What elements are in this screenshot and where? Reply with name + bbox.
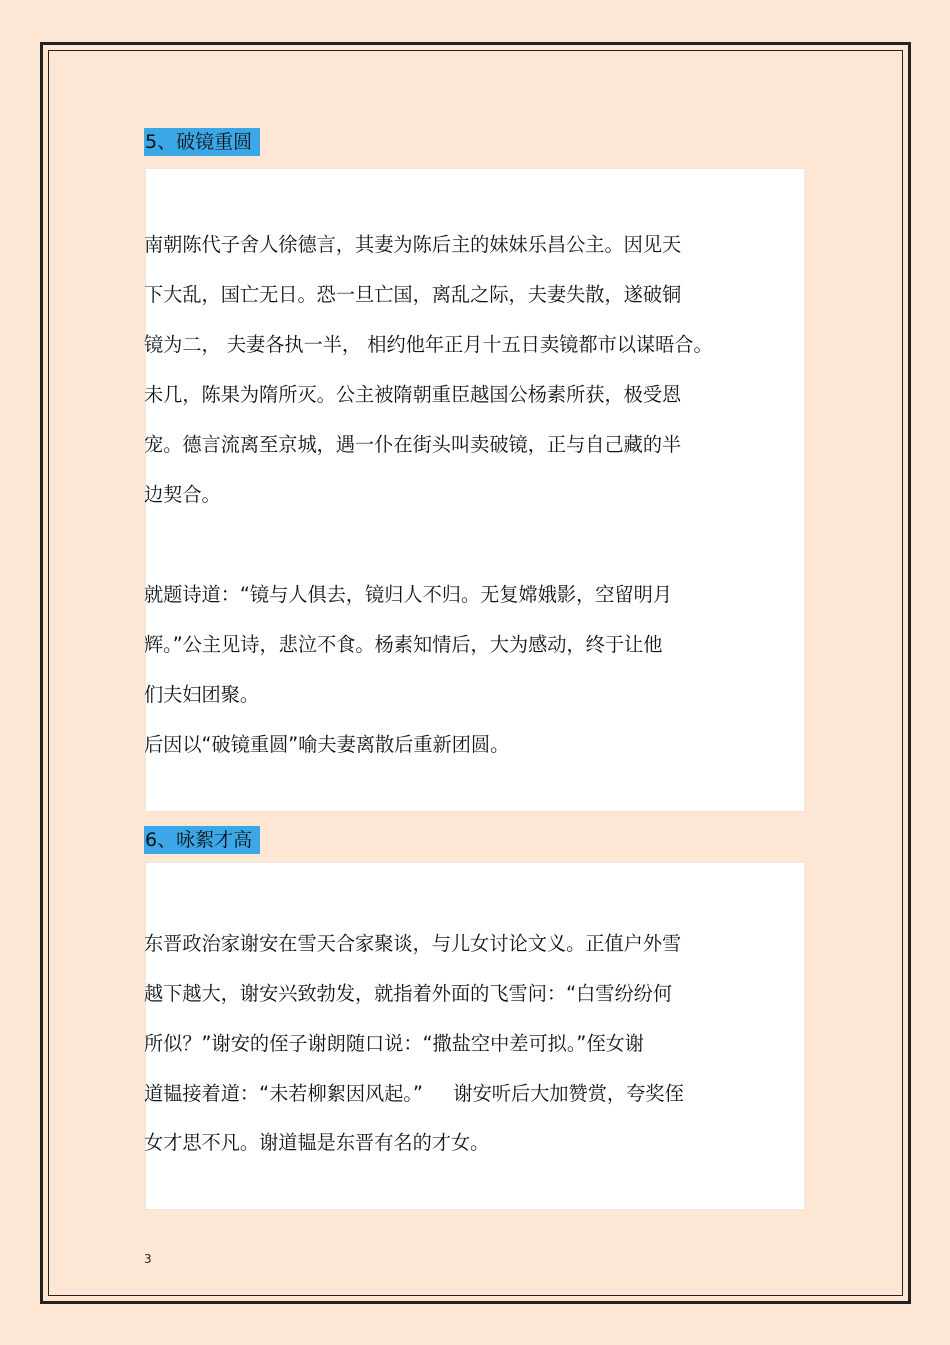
section-6-line: 所似？”谢安的侄子谢朗随口说：“撒盐空中差可拟。”侄女谢 xyxy=(144,1032,644,1055)
section-6-line: 越下越大，谢安兴致勃发，就指着外面的飞雪问：“白雪纷纷何 xyxy=(144,982,673,1005)
section-5-line: 下大乱，国亡无日。恐一旦亡国，离乱之际，夫妻失散，遂破铜 xyxy=(144,283,682,306)
section-5-line: 镜为二， 夫妻各执一半， 相约他年正月十五日卖镜都市以谋晤合。 xyxy=(144,333,713,356)
page-number: 3 xyxy=(144,1252,152,1266)
section-5-line: 就题诗道：“镜与人俱去，镜归人不归。无复嫦娥影，空留明月 xyxy=(144,583,673,606)
section-5-line: 宠。德言流离至京城，遇一仆在街头叫卖破镜，正与自己藏的半 xyxy=(144,433,682,456)
section-5-line: 边契合。 xyxy=(144,483,221,506)
section-5-line: 辉。”公主见诗，悲泣不食。杨素知情后，大为感动，终于让他 xyxy=(144,633,663,656)
section-5-line: 南朝陈代子舍人徐德言，其妻为陈后主的妹妹乐昌公主。因见天 xyxy=(144,233,682,256)
section-5-line: 们夫妇团聚。 xyxy=(144,683,260,706)
section-6-line: 道韫接着道：“未若柳絮因风起。” 谢安听后大加赞赏，夸奖侄 xyxy=(144,1082,684,1105)
section-6-line: 东晋政治家谢安在雪天合家聚谈，与儿女讨论文义。正值户外雪 xyxy=(144,932,682,955)
section-6-line: 女才思不凡。谢道韫是东晋有名的才女。 xyxy=(144,1131,490,1154)
section-5-heading: 5、破镜重圆 xyxy=(144,128,260,156)
section-5-line: 后因以“破镜重圆”喻夫妻离散后重新团圆。 xyxy=(144,733,510,756)
section-5-panel xyxy=(145,168,805,812)
section-5-line: 未几，陈果为隋所灭。公主被隋朝重臣越国公杨素所获，极受恩 xyxy=(144,383,682,406)
section-6-heading: 6、咏絮才高 xyxy=(144,826,260,854)
